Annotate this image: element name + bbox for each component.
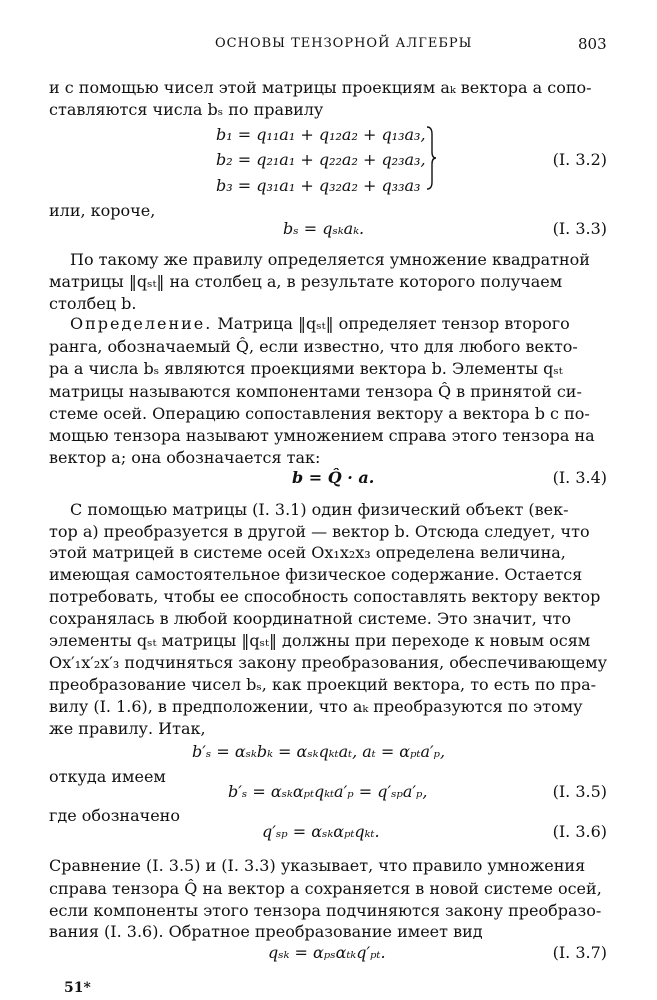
equation-i36: q′ₛₚ = αₛₖαₚₜqₖₜ.: [262, 822, 380, 841]
equation-number: (I. 3.2): [552, 150, 607, 169]
text-line: ставляются числа bₛ по правилу: [49, 100, 324, 119]
equation-number: (I. 3.3): [552, 219, 607, 238]
text-line: или, короче,: [49, 201, 156, 220]
text-line: Ox′₁x′₂x′₃ подчиняться закону преобразования, обеспечивающему: [49, 653, 607, 672]
text-line: ранга, обозначаемый Q̂, если известно, что для любого векто-: [49, 337, 578, 356]
text-line: тор a) преобразуется в другой — вектор b. Отсюда следует, что: [49, 522, 590, 541]
definition-line: [70, 314, 570, 333]
equation-i33: bₛ = qₛₖaₖ.: [283, 219, 365, 238]
printer-signature: 51*: [64, 980, 91, 996]
text-line: если компоненты этого тензора подчиняются закону преобразо-: [49, 901, 602, 920]
equation-number: (I. 3.6): [552, 822, 607, 841]
text-line: ра a числа bₛ являются проекциями вектора b. Элементы qₛₜ: [49, 359, 563, 378]
page-number: 803: [578, 35, 607, 53]
text-line: Сравнение (I. 3.5) и (I. 3.3) указывает, что правило умножения: [49, 856, 586, 875]
text-line: же правилу. Итак,: [49, 719, 206, 738]
text-line: элементы qₛₜ матрицы ‖qₛₜ‖ должны при переходе к новым осям: [49, 631, 591, 650]
text-line: вектор a; она обозначается так:: [49, 448, 321, 467]
definition-label: Определение.: [70, 314, 213, 333]
text-line: где обозначено: [49, 806, 180, 825]
text-line: мощью тензора называют умножением справа этого тензора на: [49, 426, 595, 445]
running-header-title: ОСНОВЫ ТЕНЗОРНОЙ АЛГЕБРЫ: [215, 36, 473, 51]
text-line: сохранялась в любой координатной системе. Это значит, что: [49, 609, 572, 628]
equation-row-1: b₁ = q₁₁a₁ + q₁₂a₂ + q₁₃a₃,: [216, 125, 426, 144]
text-line: столбец b.: [49, 294, 137, 313]
right-brace-icon: [425, 126, 437, 190]
text-line: откуда имеем: [49, 767, 166, 786]
text-line: имеющая самостоятельное физическое содержание. Остается: [49, 565, 583, 584]
text-line: матрицы ‖qₛₜ‖ на столбец a, в результате которого получаем: [49, 272, 563, 291]
text-line: С помощью матрицы (I. 3.1) один физический объект (век-: [70, 500, 569, 519]
equation-i34: b = Q̂ · a.: [292, 468, 375, 487]
equation-i35: b′ₛ = αₛₖαₚₜqₖₜa′ₚ = q′ₛₚa′ₚ,: [228, 782, 428, 801]
equation-number: (I. 3.4): [552, 468, 607, 487]
equation-row-2: b₂ = q₂₁a₁ + q₂₂a₂ + q₂₃a₃,: [216, 150, 426, 169]
text-line: По такому же правилу определяется умножение квадратной: [70, 250, 590, 269]
text-line: преобразование чисел bₛ, как проекций вектора, то есть по пра-: [49, 675, 597, 694]
text-line: матрицы называются компонентами тензора Q̂ в принятой си-: [49, 382, 582, 401]
equation-number: (I. 3.5): [552, 782, 607, 801]
text-line: этой матрицей в системе осей Ox₁x₂x₃ определена величина,: [49, 543, 566, 562]
equation-row-3: b₃ = q₃₁a₁ + q₃₂a₂ + q₃₃a₃: [216, 176, 421, 195]
text-line: потребовать, чтобы ее способность сопоставлять вектору вектор: [49, 587, 601, 606]
text-line: вания (I. 3.6). Обратное преобразование имеет вид: [49, 922, 483, 941]
text-line: вилу (I. 1.6), в предположении, что aₖ преобразуются по этому: [49, 697, 583, 716]
text-line: стеме осей. Операцию сопоставления вектору a вектора b с по-: [49, 404, 590, 423]
equation-number: (I. 3.7): [552, 943, 607, 962]
equation-transform: b′ₛ = αₛₖbₖ = αₛₖqₖₜaₜ, aₜ = αₚₜa′ₚ,: [192, 742, 446, 761]
equation-i37: qₛₖ = αₚₛαₜₖq′ₚₜ.: [268, 943, 386, 962]
text-span: Матрица ‖qₛₜ‖ определяет тензор второго: [212, 314, 570, 333]
text-line: справа тензора Q̂ на вектор a сохраняется в новой системе осей,: [49, 879, 602, 898]
text-line: и с помощью чисел этой матрицы проекциям aₖ вектора a сопо-: [49, 78, 592, 97]
